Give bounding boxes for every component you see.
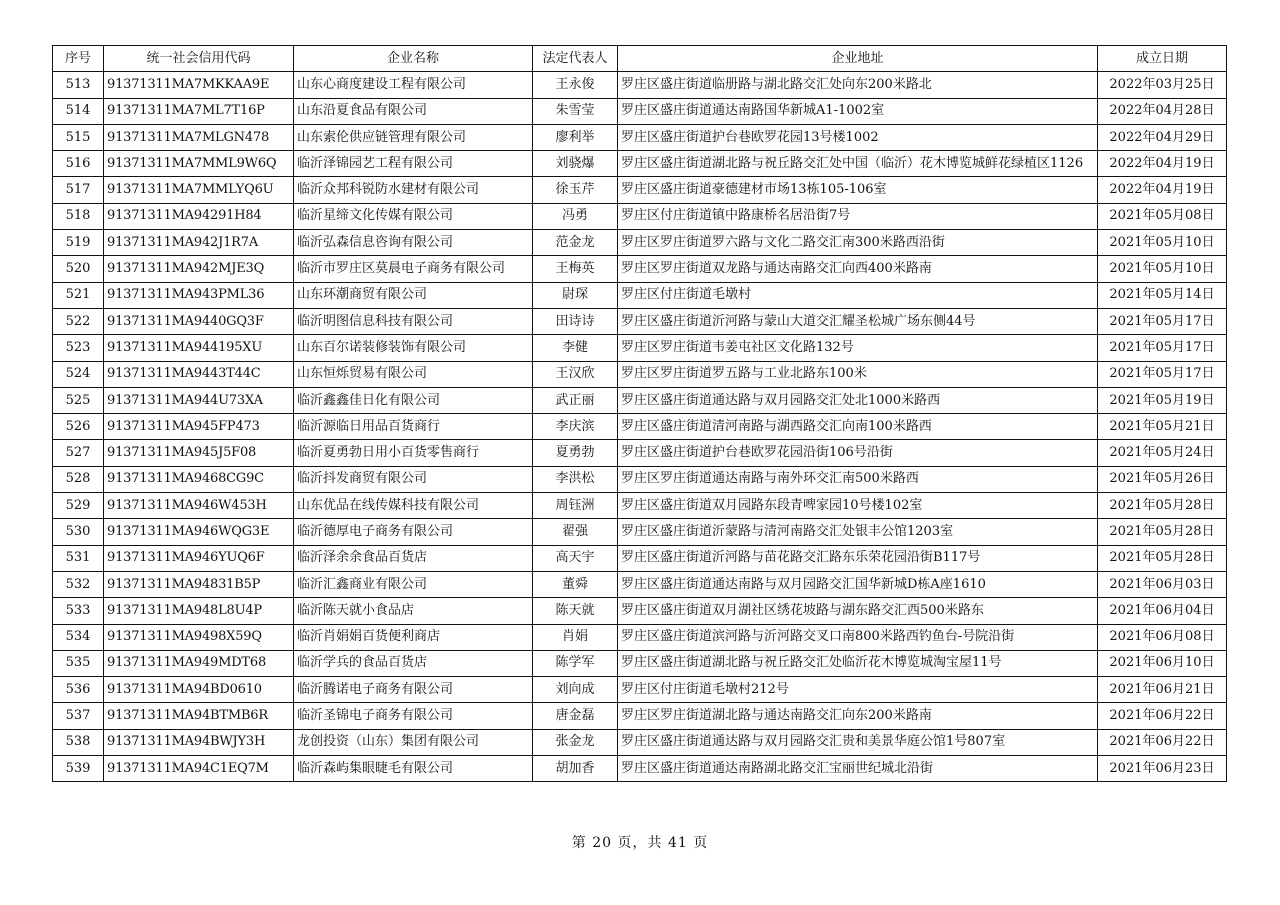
cell-credit-code: 91371311MA9468CG9C (104, 466, 294, 492)
table-row (53, 756, 1227, 782)
table-row (53, 308, 1227, 334)
cell-serial: 516 (53, 151, 104, 177)
cell-credit-code: 91371311MA9443T44C (104, 361, 294, 387)
cell-founded-date: 2021年06月22日 (1098, 703, 1227, 729)
cell-credit-code: 91371311MA944195XU (104, 335, 294, 361)
table-row (53, 493, 1227, 519)
cell-credit-code: 91371311MA943PML36 (104, 282, 294, 308)
cell-serial: 528 (53, 466, 104, 492)
table-row (53, 230, 1227, 256)
table-row (53, 650, 1227, 676)
cell-founded-date: 2021年06月04日 (1098, 598, 1227, 624)
cell-address: 罗庄区盛庄街道通达路与双月园路交汇贵和美景华庭公馆1号807室 (618, 729, 1098, 755)
cell-founded-date: 2021年05月08日 (1098, 203, 1227, 229)
cell-address: 罗庄区盛庄街道临册路与湖北路交汇处向东200米路北 (618, 72, 1098, 98)
cell-address: 罗庄区盛庄街道沂河路与蒙山大道交汇耀圣松城广场东侧44号 (618, 308, 1098, 334)
cell-serial: 520 (53, 256, 104, 282)
cell-company-name: 山东心商度建设工程有限公司 (294, 72, 533, 98)
cell-founded-date: 2021年06月21日 (1098, 677, 1227, 703)
table-row (53, 72, 1227, 98)
cell-company-name: 临沂肖娟娟百货便利商店 (294, 624, 533, 650)
cell-address: 罗庄区付庄街道毛墩村212号 (618, 677, 1098, 703)
cell-address: 罗庄区盛庄街道沂河路与苗花路交汇路东乐荣花园沿街B117号 (618, 545, 1098, 571)
cell-serial: 530 (53, 519, 104, 545)
table-row (53, 466, 1227, 492)
cell-credit-code: 91371311MA94BD0610 (104, 677, 294, 703)
cell-credit-code: 91371311MA945J5F08 (104, 440, 294, 466)
cell-legal-rep: 高天宇 (533, 545, 618, 571)
cell-serial: 532 (53, 571, 104, 597)
cell-legal-rep: 唐金磊 (533, 703, 618, 729)
cell-founded-date: 2022年04月19日 (1098, 151, 1227, 177)
cell-founded-date: 2021年05月10日 (1098, 230, 1227, 256)
cell-company-name: 山东恒烁贸易有限公司 (294, 361, 533, 387)
cell-credit-code: 91371311MA7MKKAA9E (104, 72, 294, 98)
cell-legal-rep: 胡加香 (533, 756, 618, 782)
cell-credit-code: 91371311MA94BWJY3H (104, 729, 294, 755)
cell-company-name: 临沂汇鑫商业有限公司 (294, 571, 533, 597)
cell-company-name: 临沂星缔文化传媒有限公司 (294, 203, 533, 229)
cell-founded-date: 2021年05月10日 (1098, 256, 1227, 282)
table-row (53, 387, 1227, 413)
cell-legal-rep: 李洪松 (533, 466, 618, 492)
table-row (53, 282, 1227, 308)
cell-founded-date: 2021年06月23日 (1098, 756, 1227, 782)
cell-company-name: 临沂源临日用品百货商行 (294, 414, 533, 440)
cell-founded-date: 2021年05月28日 (1098, 519, 1227, 545)
cell-credit-code: 91371311MA7MML9W6Q (104, 151, 294, 177)
cell-company-name: 临沂弘森信息咨询有限公司 (294, 230, 533, 256)
cell-company-name: 临沂学兵的食品百货店 (294, 650, 533, 676)
cell-company-name: 临沂泽锦园艺工程有限公司 (294, 151, 533, 177)
cell-founded-date: 2021年05月17日 (1098, 308, 1227, 334)
table-row (53, 177, 1227, 203)
cell-address: 罗庄区盛庄街道通达南路湖北路交汇宝丽世纪城北沿街 (618, 756, 1098, 782)
cell-founded-date: 2021年05月24日 (1098, 440, 1227, 466)
cell-serial: 533 (53, 598, 104, 624)
cell-legal-rep: 廖利举 (533, 124, 618, 150)
cell-credit-code: 91371311MA946WQG3E (104, 519, 294, 545)
cell-serial: 514 (53, 98, 104, 124)
header-company-name: 企业名称 (294, 46, 533, 72)
cell-credit-code: 91371311MA7ML7T16P (104, 98, 294, 124)
cell-serial: 531 (53, 545, 104, 571)
cell-address: 罗庄区盛庄街道滨河路与沂河路交叉口南800米路西钓鱼台-号院沿街 (618, 624, 1098, 650)
table-row (53, 519, 1227, 545)
cell-legal-rep: 夏勇勃 (533, 440, 618, 466)
cell-company-name: 临沂森屿集眼睫毛有限公司 (294, 756, 533, 782)
cell-serial: 522 (53, 308, 104, 334)
cell-serial: 525 (53, 387, 104, 413)
cell-serial: 529 (53, 493, 104, 519)
cell-founded-date: 2021年06月08日 (1098, 624, 1227, 650)
cell-company-name: 临沂鑫鑫佳日化有限公司 (294, 387, 533, 413)
cell-address: 罗庄区罗庄街道罗五路与工业北路东100米 (618, 361, 1098, 387)
cell-legal-rep: 肖娟 (533, 624, 618, 650)
cell-founded-date: 2021年06月03日 (1098, 571, 1227, 597)
cell-credit-code: 91371311MA946W453H (104, 493, 294, 519)
table-row (53, 335, 1227, 361)
table-row (53, 440, 1227, 466)
cell-legal-rep: 翟强 (533, 519, 618, 545)
cell-company-name: 临沂明图信息科技有限公司 (294, 308, 533, 334)
cell-credit-code: 91371311MA942J1R7A (104, 230, 294, 256)
enterprise-table (52, 45, 1227, 782)
cell-company-name: 临沂市罗庄区莫晨电子商务有限公司 (294, 256, 533, 282)
cell-legal-rep: 董舜 (533, 571, 618, 597)
cell-company-name: 山东环潮商贸有限公司 (294, 282, 533, 308)
cell-address: 罗庄区盛庄街道护台巷欧罗花园沿街106号沿街 (618, 440, 1098, 466)
cell-address: 罗庄区盛庄街道清河南路与湖西路交汇向南100米路西 (618, 414, 1098, 440)
cell-credit-code: 91371311MA94291H84 (104, 203, 294, 229)
cell-serial: 535 (53, 650, 104, 676)
cell-company-name: 临沂抖发商贸有限公司 (294, 466, 533, 492)
table-row (53, 361, 1227, 387)
cell-credit-code: 91371311MA7MMLYQ6U (104, 177, 294, 203)
cell-company-name: 山东优品在线传媒科技有限公司 (294, 493, 533, 519)
cell-company-name: 临沂腾诺电子商务有限公司 (294, 677, 533, 703)
cell-founded-date: 2021年05月17日 (1098, 335, 1227, 361)
cell-credit-code: 91371311MA7MLGN478 (104, 124, 294, 150)
cell-legal-rep: 武正丽 (533, 387, 618, 413)
cell-address: 罗庄区盛庄街道护台巷欧罗花园13号楼1002 (618, 124, 1098, 150)
cell-company-name: 临沂德厚电子商务有限公司 (294, 519, 533, 545)
cell-address: 罗庄区盛庄街道沂蒙路与清河南路交汇处银丰公馆1203室 (618, 519, 1098, 545)
header-founded-date: 成立日期 (1098, 46, 1227, 72)
cell-legal-rep: 周钰洲 (533, 493, 618, 519)
cell-address: 罗庄区盛庄街道湖北路与祝丘路交汇处中国（临沂）花木博览城鲜花绿植区1126 (618, 151, 1098, 177)
cell-serial: 536 (53, 677, 104, 703)
table-row (53, 598, 1227, 624)
cell-address: 罗庄区盛庄街道通达路与双月园路交汇处北1000米路西 (618, 387, 1098, 413)
cell-credit-code: 91371311MA94831B5P (104, 571, 294, 597)
table-row (53, 624, 1227, 650)
header-legal-rep: 法定代表人 (533, 46, 618, 72)
cell-credit-code: 91371311MA942MJE3Q (104, 256, 294, 282)
cell-legal-rep: 朱雪莹 (533, 98, 618, 124)
cell-founded-date: 2021年05月26日 (1098, 466, 1227, 492)
table-row (53, 571, 1227, 597)
cell-serial: 517 (53, 177, 104, 203)
cell-credit-code: 91371311MA94BTMB6R (104, 703, 294, 729)
cell-founded-date: 2022年04月29日 (1098, 124, 1227, 150)
cell-serial: 523 (53, 335, 104, 361)
cell-address: 罗庄区罗庄街道双龙路与通达南路交汇向西400米路南 (618, 256, 1098, 282)
cell-address: 罗庄区盛庄街道双月园路东段青啤家园10号楼102室 (618, 493, 1098, 519)
cell-credit-code: 91371311MA949MDT68 (104, 650, 294, 676)
table-row (53, 98, 1227, 124)
cell-credit-code: 91371311MA9498X59Q (104, 624, 294, 650)
table-row (53, 414, 1227, 440)
cell-founded-date: 2021年05月14日 (1098, 282, 1227, 308)
cell-founded-date: 2021年05月21日 (1098, 414, 1227, 440)
cell-company-name: 山东百尔诺装修装饰有限公司 (294, 335, 533, 361)
cell-legal-rep: 冯勇 (533, 203, 618, 229)
cell-serial: 521 (53, 282, 104, 308)
cell-address: 罗庄区盛庄街道湖北路与祝丘路交汇处临沂花木博览城淘宝屋11号 (618, 650, 1098, 676)
cell-serial: 524 (53, 361, 104, 387)
cell-serial: 537 (53, 703, 104, 729)
table-row (53, 124, 1227, 150)
cell-address: 罗庄区盛庄街道双月湖社区绣花坡路与湖东路交汇西500米路东 (618, 598, 1098, 624)
cell-credit-code: 91371311MA94C1EQ7M (104, 756, 294, 782)
cell-legal-rep: 张金龙 (533, 729, 618, 755)
cell-address: 罗庄区付庄街道毛墩村 (618, 282, 1098, 308)
cell-serial: 519 (53, 230, 104, 256)
cell-founded-date: 2021年06月10日 (1098, 650, 1227, 676)
cell-legal-rep: 李健 (533, 335, 618, 361)
cell-credit-code: 91371311MA9440GQ3F (104, 308, 294, 334)
header-address: 企业地址 (618, 46, 1098, 72)
cell-company-name: 临沂泽余余食品百货店 (294, 545, 533, 571)
page-footer: 第 20 页，共 41 页 (571, 835, 709, 851)
cell-founded-date: 2021年06月22日 (1098, 729, 1227, 755)
cell-address: 罗庄区罗庄街道通达南路与南外环交汇南500米路西 (618, 466, 1098, 492)
table-row (53, 203, 1227, 229)
table-row (53, 545, 1227, 571)
cell-founded-date: 2022年03月25日 (1098, 72, 1227, 98)
cell-legal-rep: 王汉欣 (533, 361, 618, 387)
cell-legal-rep: 范金龙 (533, 230, 618, 256)
cell-legal-rep: 李庆滨 (533, 414, 618, 440)
cell-address: 罗庄区罗庄街道湖北路与通达南路交汇向东200米路南 (618, 703, 1098, 729)
cell-credit-code: 91371311MA946YUQ6F (104, 545, 294, 571)
cell-company-name: 临沂夏勇勃日用小百货零售商行 (294, 440, 533, 466)
cell-serial: 534 (53, 624, 104, 650)
cell-founded-date: 2022年04月28日 (1098, 98, 1227, 124)
cell-serial: 538 (53, 729, 104, 755)
cell-credit-code: 91371311MA945FP473 (104, 414, 294, 440)
cell-address: 罗庄区盛庄街道通达南路与双月园路交汇国华新城D栋A座1610 (618, 571, 1098, 597)
cell-company-name: 龙创投资（山东）集团有限公司 (294, 729, 533, 755)
header-serial: 序号 (53, 46, 104, 72)
table-row (53, 729, 1227, 755)
header-credit-code: 统一社会信用代码 (104, 46, 294, 72)
cell-serial: 527 (53, 440, 104, 466)
cell-legal-rep: 王梅英 (533, 256, 618, 282)
cell-legal-rep: 刘骁爆 (533, 151, 618, 177)
cell-address: 罗庄区盛庄街道通达南路国华新城A1-1002室 (618, 98, 1098, 124)
cell-legal-rep: 尉琛 (533, 282, 618, 308)
cell-founded-date: 2021年05月28日 (1098, 493, 1227, 519)
cell-address: 罗庄区盛庄街道豪德建材市场13栋105-106室 (618, 177, 1098, 203)
cell-serial: 515 (53, 124, 104, 150)
cell-company-name: 山东索伦供应链管理有限公司 (294, 124, 533, 150)
cell-company-name: 临沂陈天就小食品店 (294, 598, 533, 624)
cell-serial: 513 (53, 72, 104, 98)
cell-founded-date: 2021年05月19日 (1098, 387, 1227, 413)
cell-address: 罗庄区罗庄街道罗六路与文化二路交汇南300米路西沿街 (618, 230, 1098, 256)
cell-credit-code: 91371311MA944U73XA (104, 387, 294, 413)
cell-legal-rep: 刘向成 (533, 677, 618, 703)
table-header-row (53, 46, 1227, 72)
cell-serial: 518 (53, 203, 104, 229)
cell-legal-rep: 王永俊 (533, 72, 618, 98)
table-row (53, 703, 1227, 729)
cell-legal-rep: 陈学军 (533, 650, 618, 676)
cell-company-name: 山东沿夏食品有限公司 (294, 98, 533, 124)
cell-founded-date: 2021年05月17日 (1098, 361, 1227, 387)
table-row (53, 677, 1227, 703)
cell-company-name: 临沂众邦科锐防水建材有限公司 (294, 177, 533, 203)
cell-founded-date: 2021年05月28日 (1098, 545, 1227, 571)
cell-legal-rep: 陈天就 (533, 598, 618, 624)
cell-legal-rep: 徐玉芹 (533, 177, 618, 203)
cell-credit-code: 91371311MA948L8U4P (104, 598, 294, 624)
table-row (53, 256, 1227, 282)
cell-company-name: 临沂圣锦电子商务有限公司 (294, 703, 533, 729)
cell-address: 罗庄区罗庄街道韦姜屯社区文化路132号 (618, 335, 1098, 361)
cell-legal-rep: 田诗诗 (533, 308, 618, 334)
cell-serial: 539 (53, 756, 104, 782)
table-row (53, 151, 1227, 177)
cell-founded-date: 2022年04月19日 (1098, 177, 1227, 203)
cell-address: 罗庄区付庄街道镇中路康桥名居沿街7号 (618, 203, 1098, 229)
cell-serial: 526 (53, 414, 104, 440)
